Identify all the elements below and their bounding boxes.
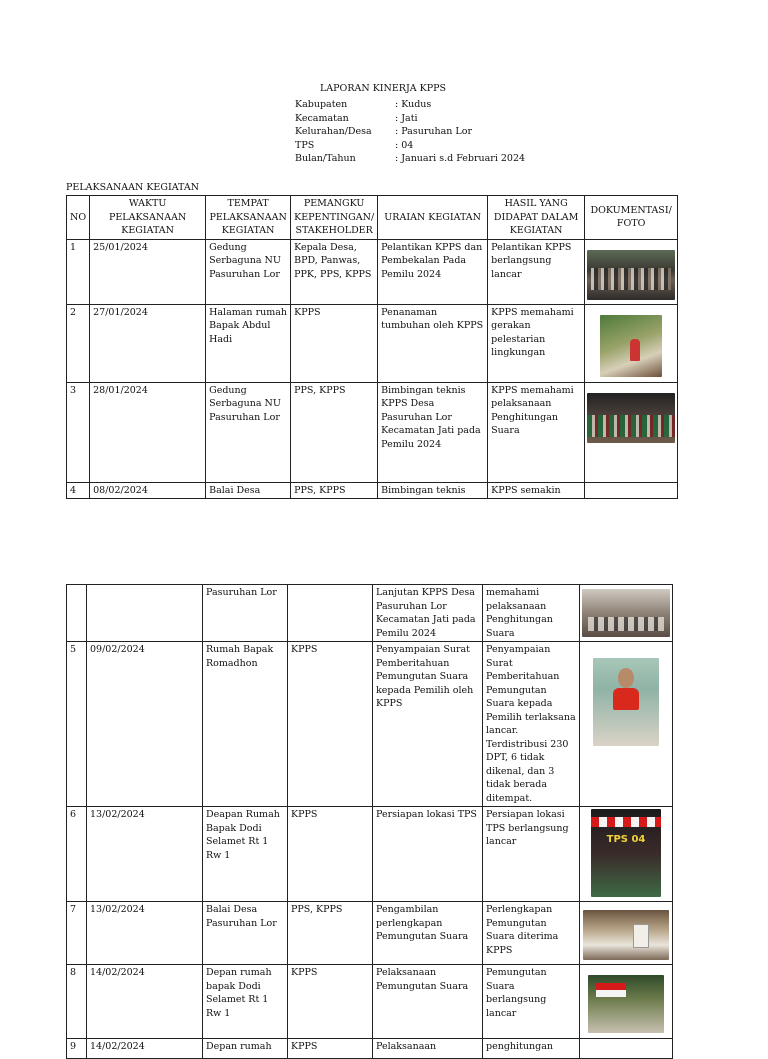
cell-no: 2 <box>67 304 90 382</box>
cell-result: Penyampaian Surat Pemberitahuan Pemungutan Suara kepada Pemilih terlaksana lancar. Terdistribusi 230 DPT, 6 tidak dikenal, dan 3 tidak berada ditempat. <box>483 642 580 807</box>
col-header-photo: DOKUMENTASI/ FOTO <box>585 196 678 240</box>
cell-result: KPPS memahami gerakan pelestarian lingkungan <box>488 304 585 382</box>
cell-activity: Pelaksanaan Pemungutan Suara <box>373 965 483 1039</box>
cell-stakeholder: KPPS <box>291 304 378 382</box>
cell-photo <box>580 585 673 642</box>
cell-date: 09/02/2024 <box>87 642 203 807</box>
cell-no: 9 <box>67 1039 87 1059</box>
cell-place: Depan rumah bapak Dodi Selamet Rt 1 Rw 1 <box>203 965 288 1039</box>
cell-place: Gedung Serbaguna NU Pasuruhan Lor <box>206 382 291 482</box>
table-row <box>67 1039 673 1059</box>
cell-result: penghitungan <box>483 1039 580 1059</box>
col-header-date: WAKTU PELAKSANAAN KEGIATAN <box>90 196 206 240</box>
cell-date: 14/02/2024 <box>87 965 203 1039</box>
activity-table-page2 <box>66 584 673 1059</box>
cell-place: Deapan Rumah Bapak Dodi Selamet Rt 1 Rw 1 <box>203 807 288 902</box>
table-row <box>67 902 673 965</box>
cell-date: 13/02/2024 <box>87 807 203 902</box>
meta-key: TPS <box>295 139 315 151</box>
voter-notice-photo-icon <box>593 658 659 746</box>
cell-no <box>67 585 87 642</box>
table-row <box>67 585 673 642</box>
cell-date: 08/02/2024 <box>90 482 206 499</box>
cell-activity: Pengambilan perlengkapan Pemungutan Suara <box>373 902 483 965</box>
meta-key: Kelurahan/Desa <box>295 126 372 138</box>
cell-photo <box>580 807 673 902</box>
cell-no: 8 <box>67 965 87 1039</box>
col-header-activity: URAIAN KEGIATAN <box>378 196 488 240</box>
cell-result: Pelantikan KPPS berlangsung lancar <box>488 239 585 304</box>
cell-photo <box>585 239 678 304</box>
cell-stakeholder: PPS, KPPS <box>291 482 378 499</box>
cell-place: Gedung Serbaguna NU Pasuruhan Lor <box>206 239 291 304</box>
cell-no: 5 <box>67 642 87 807</box>
cell-photo <box>585 382 678 482</box>
report-title: LAPORAN KINERJA KPPS <box>320 83 447 94</box>
cell-activity: Pelaksanaan <box>373 1039 483 1059</box>
cell-stakeholder: KPPS <box>288 807 373 902</box>
cell-activity: Persiapan lokasi TPS <box>373 807 483 902</box>
cell-no: 4 <box>67 482 90 499</box>
cell-activity: Penanaman tumbuhan oleh KPPS <box>378 304 488 382</box>
report-meta <box>295 98 525 166</box>
cell-no: 3 <box>67 382 90 482</box>
cell-activity: Penyampaian Surat Pemberitahuan Pemungutan Suara kepada Pemilih oleh KPPS <box>373 642 483 807</box>
table-row <box>67 965 673 1039</box>
cell-place: Depan rumah <box>203 1039 288 1059</box>
table-row <box>67 304 678 382</box>
table-row <box>67 382 678 482</box>
meta-value: : Januari s.d Februari 2024 <box>395 153 526 165</box>
cell-date: 28/01/2024 <box>90 382 206 482</box>
meta-value: : Jati <box>395 112 418 124</box>
cell-photo <box>585 304 678 382</box>
cell-stakeholder: KPPS <box>288 965 373 1039</box>
cell-activity: Lanjutan KPPS Desa Pasuruhan Lor Kecamatan Jati pada Pemilu 2024 <box>373 585 483 642</box>
training-photo-icon <box>587 393 675 443</box>
meta-key: Kecamatan <box>295 112 349 124</box>
cell-date: 13/02/2024 <box>87 902 203 965</box>
cell-no: 6 <box>67 807 87 902</box>
cell-photo <box>585 482 678 499</box>
cell-result: Perlengkapan Pemungutan Suara diterima KPPS <box>483 902 580 965</box>
meta-key: Bulan/Tahun <box>295 153 356 165</box>
cell-date: 25/01/2024 <box>90 239 206 304</box>
col-header-place: TEMPAT PELAKSANAAN KEGIATAN <box>206 196 291 240</box>
meta-value: : Kudus <box>395 99 432 110</box>
cell-photo <box>580 642 673 807</box>
meta-value: : 04 <box>395 139 414 151</box>
equipment-photo-icon <box>583 910 669 960</box>
meta-row-tps <box>295 139 525 153</box>
cell-date: 27/01/2024 <box>90 304 206 382</box>
cell-result: memahami pelaksanaan Penghitungan Suara <box>483 585 580 642</box>
cell-place: Balai Desa <box>206 482 291 499</box>
cell-no: 1 <box>67 239 90 304</box>
section-title: PELAKSANAAN KEGIATAN <box>66 182 200 193</box>
cell-stakeholder: Kepala Desa, BPD, Panwas, PPK, PPS, KPPS <box>291 239 378 304</box>
cell-place: Halaman rumah Bapak Abdul Hadi <box>206 304 291 382</box>
cell-place: Pasuruhan Lor <box>203 585 288 642</box>
group-photo-icon <box>587 250 675 300</box>
cell-activity: Bimbingan teknis <box>378 482 488 499</box>
cell-photo <box>580 1039 673 1059</box>
planting-photo-icon <box>600 315 662 377</box>
cell-result: Persiapan lokasi TPS berlangsung lancar <box>483 807 580 902</box>
cell-date: 14/02/2024 <box>87 1039 203 1059</box>
table-row <box>67 482 678 499</box>
cell-no: 7 <box>67 902 87 965</box>
table-header-row <box>67 196 678 240</box>
table-row <box>67 807 673 902</box>
cell-stakeholder: PPS, KPPS <box>288 902 373 965</box>
col-header-stakeholder: PEMANGKU KEPENTINGAN/ STAKEHOLDER <box>291 196 378 240</box>
col-header-result: HASIL YANG DIDAPAT DALAM KEGIATAN <box>488 196 585 240</box>
meta-row-kecamatan <box>295 112 525 126</box>
cell-result: KPPS memahami pelaksanaan Penghitungan Suara <box>488 382 585 482</box>
meta-key: Kabupaten <box>295 99 348 110</box>
col-header-no: NO <box>67 196 90 240</box>
meta-row-kelurahan <box>295 125 525 139</box>
activity-table-page1 <box>66 195 678 499</box>
cell-activity: Pelantikan KPPS dan Pembekalan Pada Pemilu 2024 <box>378 239 488 304</box>
cell-stakeholder: KPPS <box>288 1039 373 1059</box>
table-row <box>67 239 678 304</box>
meta-value: : Pasuruhan Lor <box>395 126 472 138</box>
cell-result: Pemungutan Suara berlangsung lancar <box>483 965 580 1039</box>
cell-stakeholder: KPPS <box>288 642 373 807</box>
voting-photo-icon <box>588 975 664 1033</box>
cell-photo <box>580 965 673 1039</box>
cell-place: Balai Desa Pasuruhan Lor <box>203 902 288 965</box>
cell-place: Rumah Bapak Romadhon <box>203 642 288 807</box>
cell-stakeholder: PPS, KPPS <box>291 382 378 482</box>
meta-row-kabupaten <box>295 98 525 112</box>
cell-date <box>87 585 203 642</box>
tps-setup-photo-icon <box>591 809 661 897</box>
training2-photo-icon <box>582 589 670 637</box>
cell-stakeholder <box>288 585 373 642</box>
cell-result: KPPS semakin <box>488 482 585 499</box>
table-row <box>67 642 673 807</box>
cell-photo <box>580 902 673 965</box>
meta-row-period <box>295 152 525 166</box>
cell-activity: Bimbingan teknis KPPS Desa Pasuruhan Lor Kecamatan Jati pada Pemilu 2024 <box>378 382 488 482</box>
